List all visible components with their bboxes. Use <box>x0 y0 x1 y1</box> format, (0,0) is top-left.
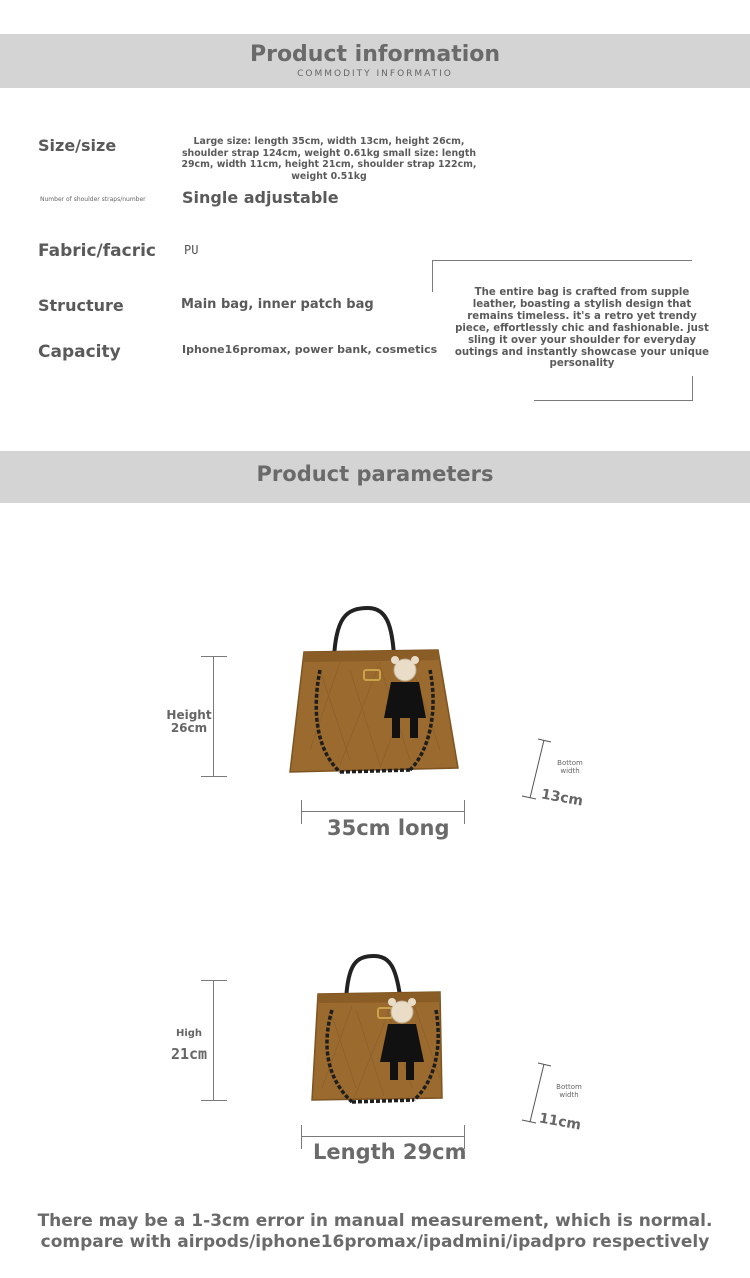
capacity-value: Iphone16promax, power bank, cosmetics <box>182 343 438 356</box>
small-length-label: Length 29cm <box>313 1140 467 1164</box>
straps-label: Number of shoulder straps/number <box>40 196 146 203</box>
structure-value: Main bag, inner patch bag <box>181 297 374 312</box>
note-line-1: There may be a 1-3cm error in manual measurement, which is normal. <box>37 1211 713 1231</box>
small-length-line <box>301 1136 465 1137</box>
straps-value: Single adjustable <box>182 188 339 207</box>
fabric-label: Fabric/facric <box>38 241 156 261</box>
frame-right-line <box>692 376 693 401</box>
measurement-note <box>0 1211 750 1253</box>
small-bottom-width-value: 11cm <box>537 1110 583 1134</box>
section-subtitle: COMMODITY INFORMATIO <box>297 69 453 79</box>
structure-label: Structure <box>38 296 124 315</box>
frame-bottom-line <box>534 400 693 401</box>
small-height-value: 21cm <box>170 1045 208 1063</box>
product-information-header <box>0 34 750 88</box>
section-title: Product parameters <box>256 462 494 486</box>
large-height-tick-bottom <box>201 776 227 777</box>
large-length-tick-right <box>464 800 465 824</box>
size-label: Size/size <box>38 136 117 155</box>
large-length-label: 35cm long <box>327 816 450 840</box>
small-height-label: High <box>175 1028 203 1039</box>
frame-top-line <box>432 260 692 261</box>
note-line-2: compare with airpods/iphone16promax/ipadmini/ipadpro respectively <box>40 1232 710 1252</box>
large-height-tick-top <box>201 656 227 657</box>
capacity-label: Capacity <box>38 342 121 362</box>
frame-left-line <box>432 260 433 292</box>
small-height-line <box>213 980 214 1100</box>
large-length-tick-left <box>301 800 302 824</box>
section-title: Product information <box>249 42 501 67</box>
product-parameters-header <box>0 451 750 503</box>
small-bag-illustration <box>296 948 456 1118</box>
large-bottom-width-value: 13cm <box>539 786 585 810</box>
fabric-value: PU <box>184 243 199 257</box>
large-bag-illustration <box>280 600 470 790</box>
large-height-value: 26cm <box>170 721 208 735</box>
small-height-tick-top <box>201 980 227 981</box>
small-length-tick-left <box>301 1125 302 1149</box>
large-bottom-width-label: Bottom width <box>557 759 583 775</box>
small-height-tick-bottom <box>201 1100 227 1101</box>
large-length-line <box>301 811 465 812</box>
small-bottom-width-label: Bottom width <box>556 1083 582 1099</box>
size-value: Large size: length 35cm, width 13cm, height 26cm, shoulder strap 124cm, weight 0.61kg small size: length 29cm, width 11cm, height 21cm, shoulder strap 122cm, weight 0.51kg <box>181 136 477 182</box>
large-height-label: Height <box>166 708 212 722</box>
product-description: The entire bag is crafted from supple leather, boasting a stylish design that remains timeless. it's a retro yet trendy piece, effortlessly chic and fashionable. just sling it over your shoulder for everyday outings and instantly showcase your unique personality <box>454 287 710 370</box>
